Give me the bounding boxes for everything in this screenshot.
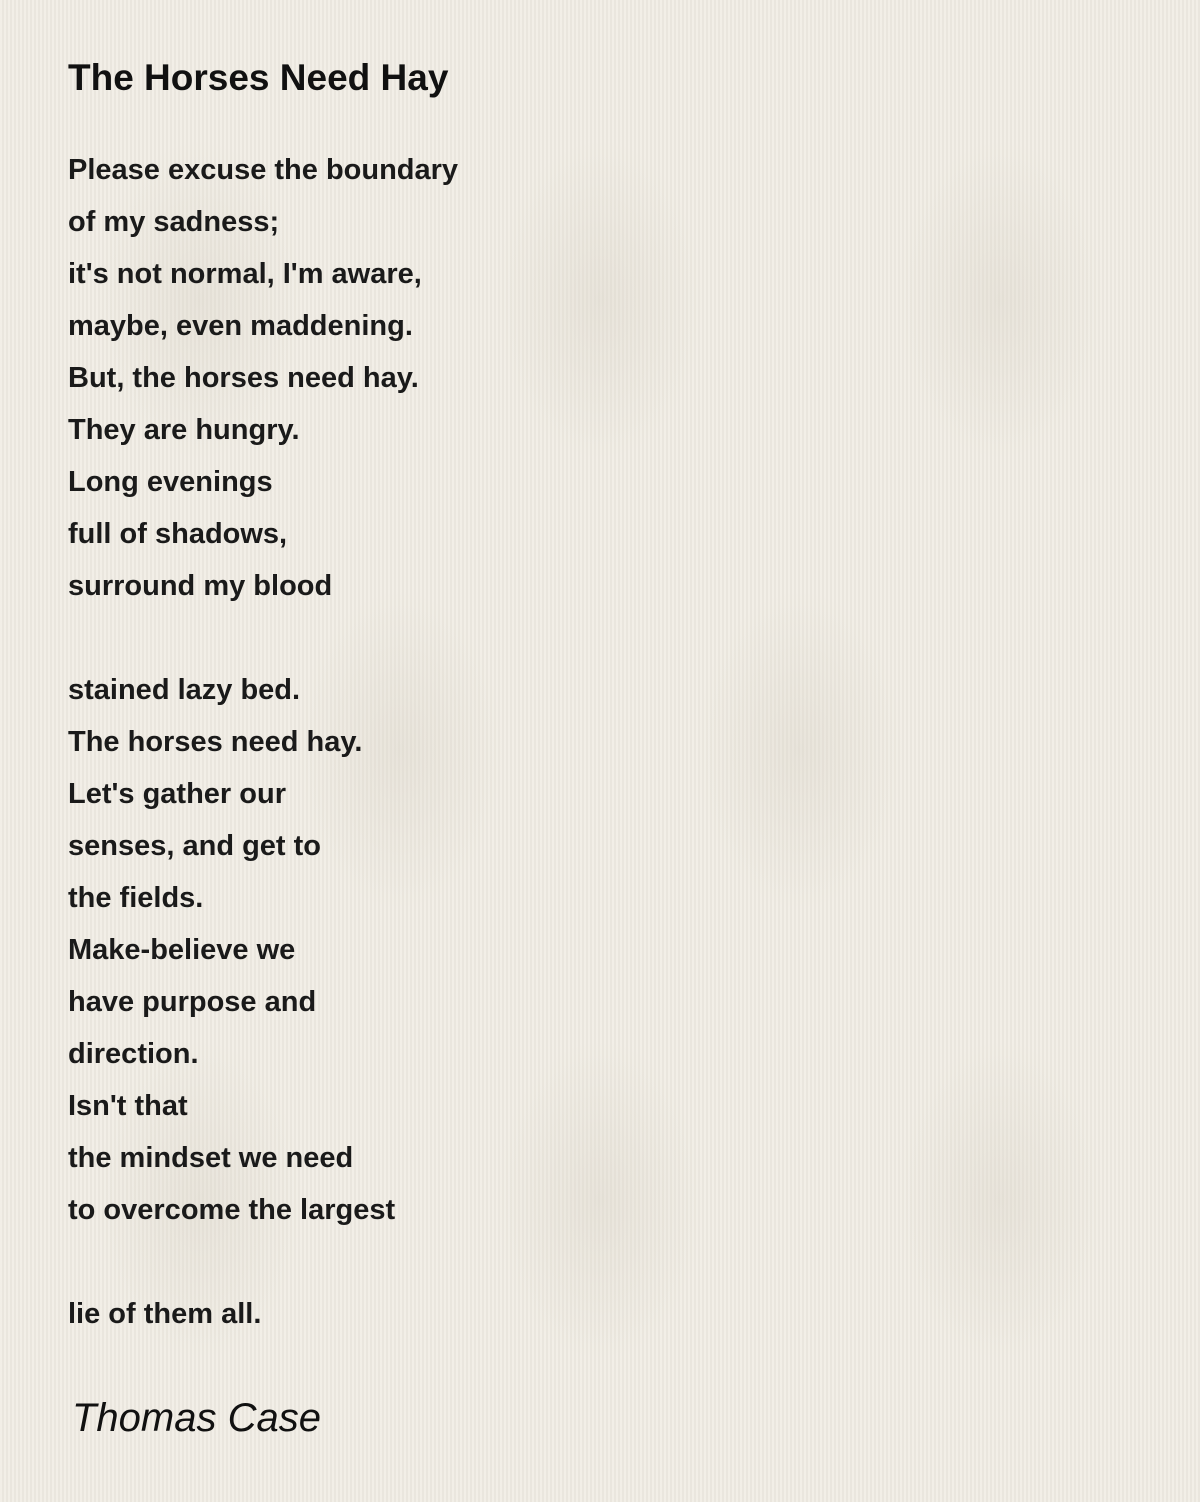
stanza-break [68, 612, 1148, 664]
poem-line: surround my blood [68, 570, 333, 602]
poem-author: Thomas Case [72, 1396, 321, 1440]
poem-line: have purpose and [68, 986, 317, 1018]
poem-title: The Horses Need Hay [68, 57, 449, 98]
poem-line: The horses need hay. [68, 726, 363, 758]
poem-line: They are hungry. [68, 414, 300, 446]
poem-line: the mindset we need [68, 1142, 354, 1174]
poem-container [68, 48, 1148, 1446]
poem-stanza [68, 664, 1148, 1236]
poem-line: Make-believe we [68, 934, 296, 966]
poem-line: Let's gather our [68, 778, 286, 810]
poem-line: the fields. [68, 882, 204, 914]
poem-line: of my sadness; [68, 206, 280, 238]
poem-line: But, the horses need hay. [68, 362, 419, 394]
poem-line: full of shadows, [68, 518, 288, 550]
poem-body [68, 144, 1148, 1340]
poem-line: senses, and get to [68, 830, 322, 862]
poem-stanza [68, 144, 1148, 612]
stanza-break [68, 1236, 1148, 1288]
poem-line: lie of them all. [68, 1298, 262, 1330]
poem-line: stained lazy bed. [68, 674, 301, 706]
poem-line: Isn't that [68, 1090, 188, 1122]
poem-line: direction. [68, 1038, 199, 1070]
poem-line: Please excuse the boundary [68, 154, 459, 186]
poem-line: Long evenings [68, 466, 273, 498]
poem-stanza [68, 1288, 1148, 1340]
poem-line: to overcome the largest [68, 1194, 396, 1226]
poem-line: maybe, even maddening. [68, 310, 413, 342]
poem-line: it's not normal, I'm aware, [68, 258, 422, 290]
